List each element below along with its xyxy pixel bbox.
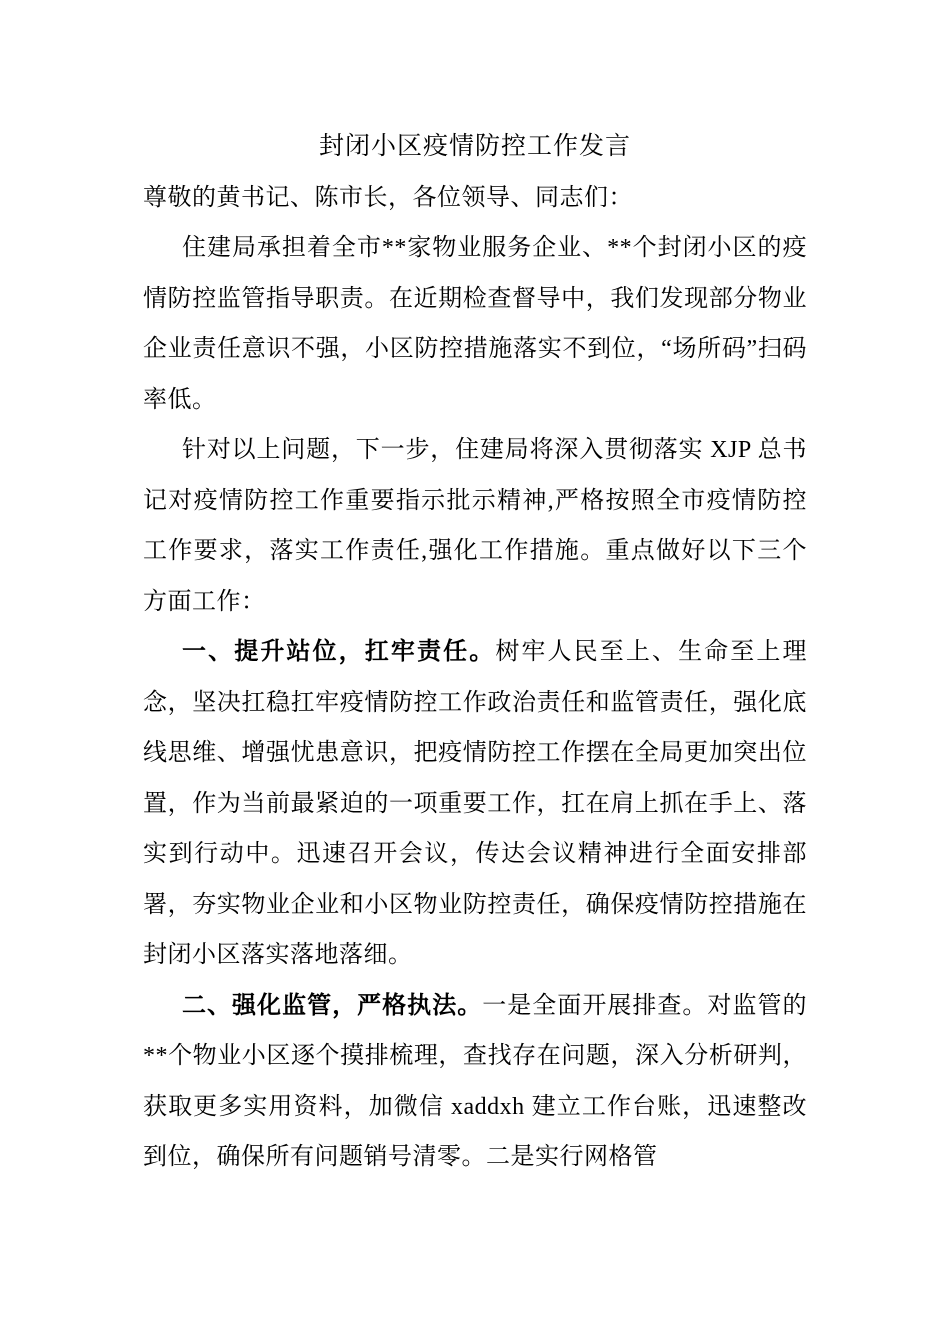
section-1-heading: 一、提升站位，扛牢责任。 [182,639,496,665]
paragraph-text: 住建局承担着全市**家物业服务企业、**个封闭小区的疫情防控监管指导职责。在近期检查督导中，我们发现部分物业企业责任意识不强，小区防控措施落实不到位，“场所码”扫码率低。 [143,235,807,413]
paragraph-plan [143,425,807,627]
paragraph-text: 树牢人民至上、生命至上理念，坚决扛稳扛牢疫情防控工作政治责任和监管责任，强化底线思维、增强忧患意识，把疫情防控工作摆在全局更加突出位置，作为当前最紧迫的一项重要工作，扛在肩上抓在手上、落实到行动中。迅速召开会议，传达会议精神进行全面安排部署，夯实物业企业和小区物业防控责任，确保疫情防控措施在封闭小区落实落地落细。 [143,639,808,968]
paragraph-section-1 [143,627,807,981]
paragraph-overview [143,223,807,425]
document-title: 封闭小区疫情防控工作发言 [318,133,631,160]
salutation-line: 尊敬的黄书记、陈市长，各位领导、同志们： [143,184,633,211]
paragraph-text: 一是全面开展排查。对监管的**个物业小区逐个摸排梳理，查找存在问题，深入分析研判，获取更多实用资料，加微信 xaddxh 建立工作台账，迅速整改到位，确保所有问题销号清零。二是实行网格管 [143,992,807,1170]
section-2-heading: 二、强化监管，严格执法。 [182,992,483,1019]
paragraph-section-2 [143,981,807,1183]
paragraph-text: 针对以上问题，下一步，住建局将深入贯彻落实 XJP 总书记对疫情防控工作重要指示批示精神,严格按照全市疫情防控工作要求，落实工作责任,强化工作措施。重点做好以下三个方面工作： [143,437,807,615]
